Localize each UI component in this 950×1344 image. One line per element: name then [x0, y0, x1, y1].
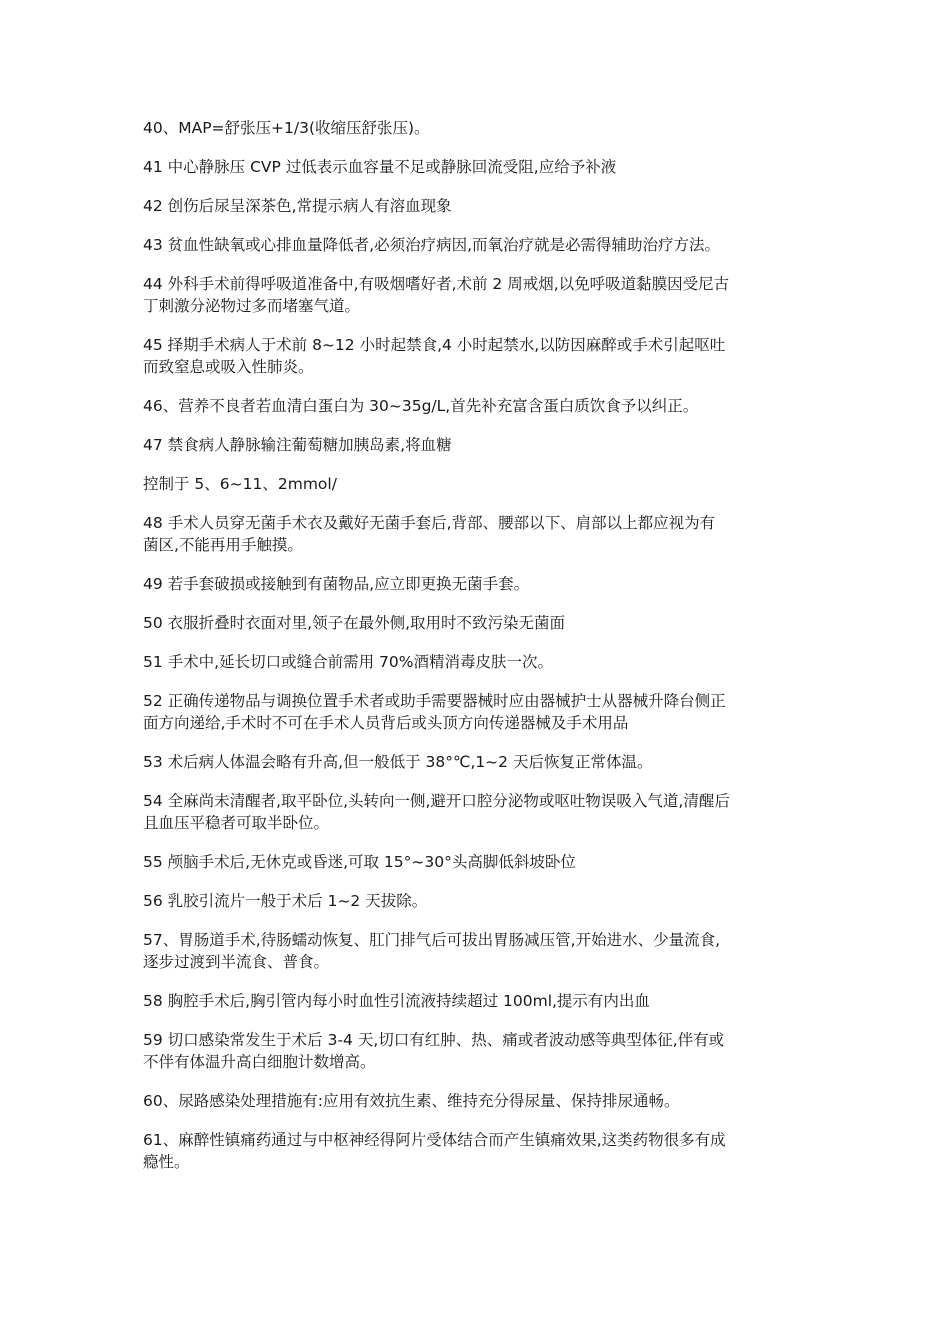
paragraph-55: 55 颅脑手术后,无休克或昏迷,可取 15°~30°头高脚低斜坡卧位: [143, 853, 576, 871]
document-page: [143, 117, 811, 1190]
paragraph-46: 46、营养不良者若血清白蛋白为 30~35g/L,首先补充富含蛋白质饮食予以纠正。: [143, 397, 699, 415]
paragraph-48: 48 手术人员穿无菌手术衣及戴好无菌手套后,背部、腰部以下、肩部以上都应视为有 菌区,不能再用手触摸。: [143, 514, 716, 554]
paragraph-57: 57、胃肠道手术,待肠蠕动恢复、肛门排气后可拔出胃肠减压管,开始进水、少量流食, 逐步过渡到半流食、普食。: [143, 931, 721, 971]
paragraph-51: 51 手术中,延长切口或缝合前需用 70%酒精消毒皮肤一次。: [143, 653, 553, 671]
paragraph-60: 60、尿路感染处理措施有:应用有效抗生素、维持充分得尿量、保持排尿通畅。: [143, 1092, 680, 1110]
paragraph-47-continued: 控制于 5、6~11、2mmol/: [143, 475, 337, 493]
paragraph-45: 45 择期手术病人于术前 8~12 小时起禁食,4 小时起禁水,以防因麻醉或手术引起呕吐 而致窒息或吸入性肺炎。: [143, 336, 726, 376]
paragraph-44: 44 外科手术前得呼吸道准备中,有吸烟嗜好者,术前 2 周戒烟,以免呼吸道黏膜因受尼古 丁刺激分泌物过多而堵塞气道。: [143, 275, 730, 315]
paragraph-47: 47 禁食病人静脉输注葡萄糖加胰岛素,将血糖: [143, 436, 452, 454]
paragraph-43: 43 贫血性缺氧或心排血量降低者,必须治疗病因,而氧治疗就是必需得辅助治疗方法。: [143, 236, 721, 254]
paragraph-41: 41 中心静脉压 CVP 过低表示血容量不足或静脉回流受阻,应给予补液: [143, 158, 617, 176]
paragraph-61: 61、麻醉性镇痛药通过与中枢神经得阿片受体结合而产生镇痛效果,这类药物很多有成 瘾性。: [143, 1131, 726, 1171]
paragraph-40: 40、MAP=舒张压+1/3(收缩压舒张压)。: [143, 119, 430, 137]
paragraph-50: 50 衣服折叠时衣面对里,领子在最外侧,取用时不致污染无菌面: [143, 614, 566, 632]
paragraph-42: 42 创伤后尿呈深茶色,常提示病人有溶血现象: [143, 197, 452, 215]
paragraph-52: 52 正确传递物品与调换位置手术者或助手需要器械时应由器械护士从器械升降台侧正 面方向递给,手术时不可在手术人员背后或头顶方向传递器械及手术用品: [143, 692, 726, 732]
paragraph-49: 49 若手套破损或接触到有菌物品,应立即更换无菌手套。: [143, 575, 530, 593]
paragraph-56: 56 乳胶引流片一般于术后 1~2 天拔除。: [143, 892, 428, 910]
paragraph-58: 58 胸腔手术后,胸引管内每小时血性引流液持续超过 100ml,提示有内出血: [143, 992, 650, 1010]
paragraph-53: 53 术后病人体温会略有升高,但一般低于 38°℃,1~2 天后恢复正常体温。: [143, 753, 653, 771]
paragraph-59: 59 切口感染常发生于术后 3-4 天,切口有红肿、热、痛或者波动感等典型体征,伴有或 不伴有体温升高白细胞计数增高。: [143, 1031, 725, 1071]
paragraph-54: 54 全麻尚未清醒者,取平卧位,头转向一侧,避开口腔分泌物或呕吐物误吸入气道,清醒后 且血压平稳者可取半卧位。: [143, 792, 730, 832]
